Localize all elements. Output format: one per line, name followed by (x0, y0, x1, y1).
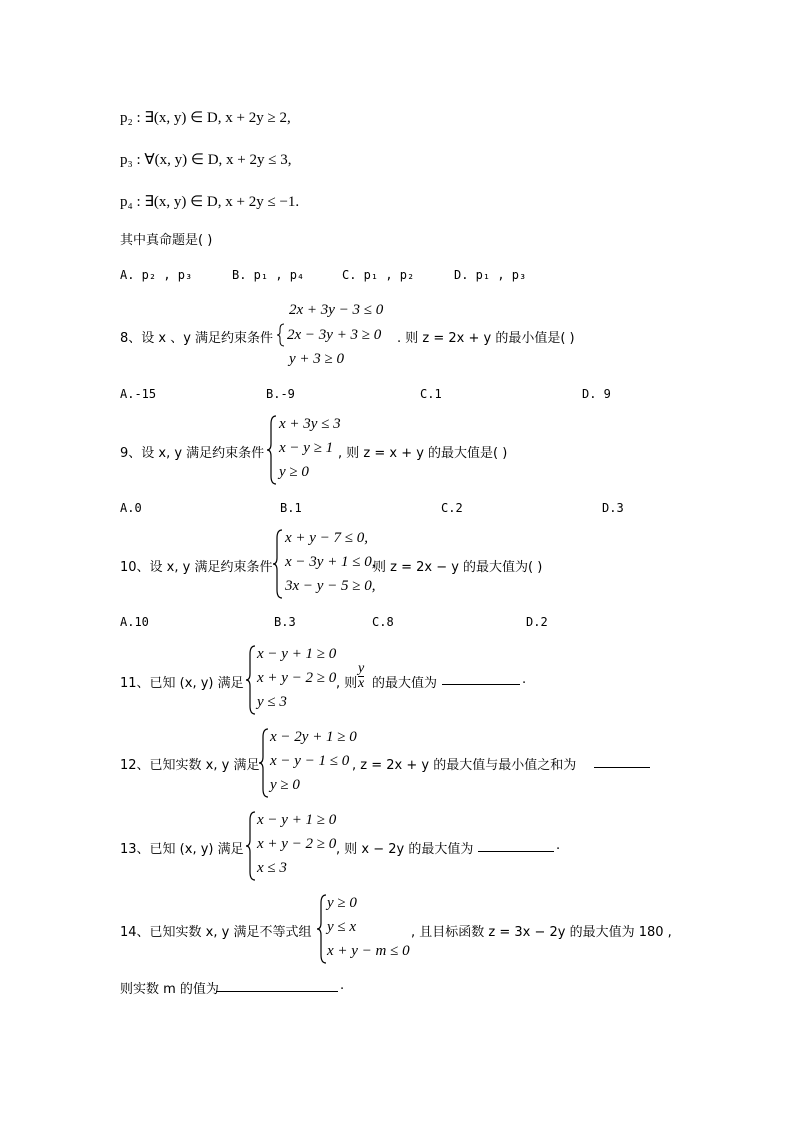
q11-fraction-numerator: y (358, 661, 365, 676)
q11-brace (245, 644, 257, 716)
q10-constraint-3: 3x − y − 5 ≥ 0, (285, 578, 376, 594)
q13-prefix: 13、已知 (x, y) 满足 (120, 842, 244, 857)
q11-suffix: 的最大值为 (372, 676, 438, 691)
q9-system (279, 412, 341, 484)
q12-constraint-1: x − 2y + 1 ≥ 0 (270, 729, 357, 745)
q13-constraint-1: x − y + 1 ≥ 0 (257, 812, 337, 828)
q8-suffix: . 则 z = 2x + y 的最小值是( ) (397, 331, 575, 346)
q11-answer-blank[interactable] (442, 672, 520, 685)
q9-brace (266, 414, 278, 486)
q9-prefix: 9、设 x, y 满足约束条件 (120, 446, 265, 461)
q8-constraint-1: 2x + 3y − 3 ≤ 0 (289, 302, 384, 318)
q12-system (270, 725, 357, 797)
proposition-p3: p₃ : ∀(x, y) ∈ D, x + 2y ≤ 3, (120, 152, 292, 168)
q10-prefix: 10、设 x, y 满足约束条件 (120, 560, 273, 575)
q11-system (257, 642, 336, 714)
q11-constraint-1: x − y + 1 ≥ 0 (257, 646, 337, 662)
q9-suffix: , 则 z = x + y 的最大值是( ) (338, 446, 508, 461)
q7-stem: 其中真命题是( ) (120, 233, 213, 248)
q10-constraint-2: x − 3y + 1 ≤ 0, (285, 554, 376, 570)
q12-prefix: 12、已知实数 x, y 满足 (120, 758, 260, 773)
q14-constraint-1: y ≥ 0 (327, 895, 357, 911)
q10-option-a: A.10 (120, 615, 149, 629)
q14-suffix: , 且目标函数 z = 3x − 2y 的最大值为 180 , (411, 925, 672, 940)
q7-option-b: B. p₁ , p₄ (232, 268, 305, 282)
q14-line2: 则实数 m 的值为 (120, 982, 219, 997)
q10-system (285, 526, 376, 598)
q9-option-d: D.3 (602, 501, 624, 515)
q11-mid: , 则 (336, 676, 358, 691)
q11-fraction (358, 662, 364, 691)
q8-option-b: B.-9 (266, 387, 295, 401)
q14-constraint-2: y ≤ x (327, 919, 357, 935)
q12-constraint-2: x − y − 1 ≤ 0 (270, 753, 350, 769)
q14-answer-blank[interactable] (216, 978, 338, 992)
q7-option-a: A. p₂ , p₃ (120, 268, 193, 282)
q11-fraction-denominator: x (358, 676, 365, 691)
proposition-p2: p₂ : ∃(x, y) ∈ D, x + 2y ≥ 2, (120, 110, 291, 126)
q8-option-c: C.1 (420, 387, 442, 401)
q10-suffix: 则 z = 2x − y 的最大值为( ) (373, 560, 543, 575)
q8-constraint-2: 2x − 3y + 3 ≥ 0 (287, 327, 382, 343)
q13-constraint-3: x ≤ 3 (257, 860, 287, 876)
q8-prefix: 8、设 x 、y 满足约束条件 (120, 331, 274, 346)
q14-system (327, 891, 410, 963)
q8-brace (276, 323, 286, 347)
q9-option-b: B.1 (280, 501, 302, 515)
q13-answer-blank[interactable] (478, 838, 554, 852)
q14-constraint-3: x + y − m ≤ 0 (327, 943, 410, 959)
q11-prefix: 11、已知 (x, y) 满足 (120, 676, 244, 691)
q13-end: . (556, 838, 561, 853)
q9-constraint-3: y ≥ 0 (279, 464, 309, 480)
q13-system (257, 808, 336, 880)
q10-constraint-1: x + y − 7 ≤ 0, (285, 530, 369, 546)
q10-option-b: B.3 (274, 615, 296, 629)
q11-end: . (522, 672, 527, 687)
q9-constraint-2: x − y ≥ 1 (279, 440, 334, 456)
q13-brace (245, 810, 257, 882)
q10-brace (272, 528, 284, 600)
q7-option-c: C. p₁ , p₂ (342, 268, 415, 282)
q7-option-d: D. p₁ , p₃ (454, 268, 527, 282)
q13-suffix: , 则 x − 2y 的最大值为 (336, 842, 474, 857)
q9-option-c: C.2 (441, 501, 463, 515)
q10-option-d: D.2 (526, 615, 548, 629)
q9-constraint-1: x + 3y ≤ 3 (279, 416, 341, 432)
q12-brace (258, 727, 270, 799)
q10-option-c: C.8 (372, 615, 394, 629)
q11-constraint-2: x + y − 2 ≥ 0 (257, 670, 337, 686)
q12-suffix: , z = 2x + y 的最大值与最小值之和为 (352, 758, 577, 773)
q11-constraint-3: y ≤ 3 (257, 694, 287, 710)
q12-constraint-3: y ≥ 0 (270, 777, 300, 793)
q12-answer-blank[interactable] (594, 754, 650, 768)
q8-option-d: D. 9 (582, 387, 611, 401)
q13-constraint-2: x + y − 2 ≥ 0 (257, 836, 337, 852)
q8-constraint-3: y + 3 ≥ 0 (289, 351, 345, 367)
q14-prefix: 14、已知实数 x, y 满足不等式组 (120, 925, 312, 940)
q8-option-a: A.-15 (120, 387, 157, 401)
proposition-p4: p₄ : ∃(x, y) ∈ D, x + 2y ≤ −1. (120, 194, 300, 210)
q14-end: . (340, 978, 345, 993)
q9-option-a: A.0 (120, 501, 142, 515)
